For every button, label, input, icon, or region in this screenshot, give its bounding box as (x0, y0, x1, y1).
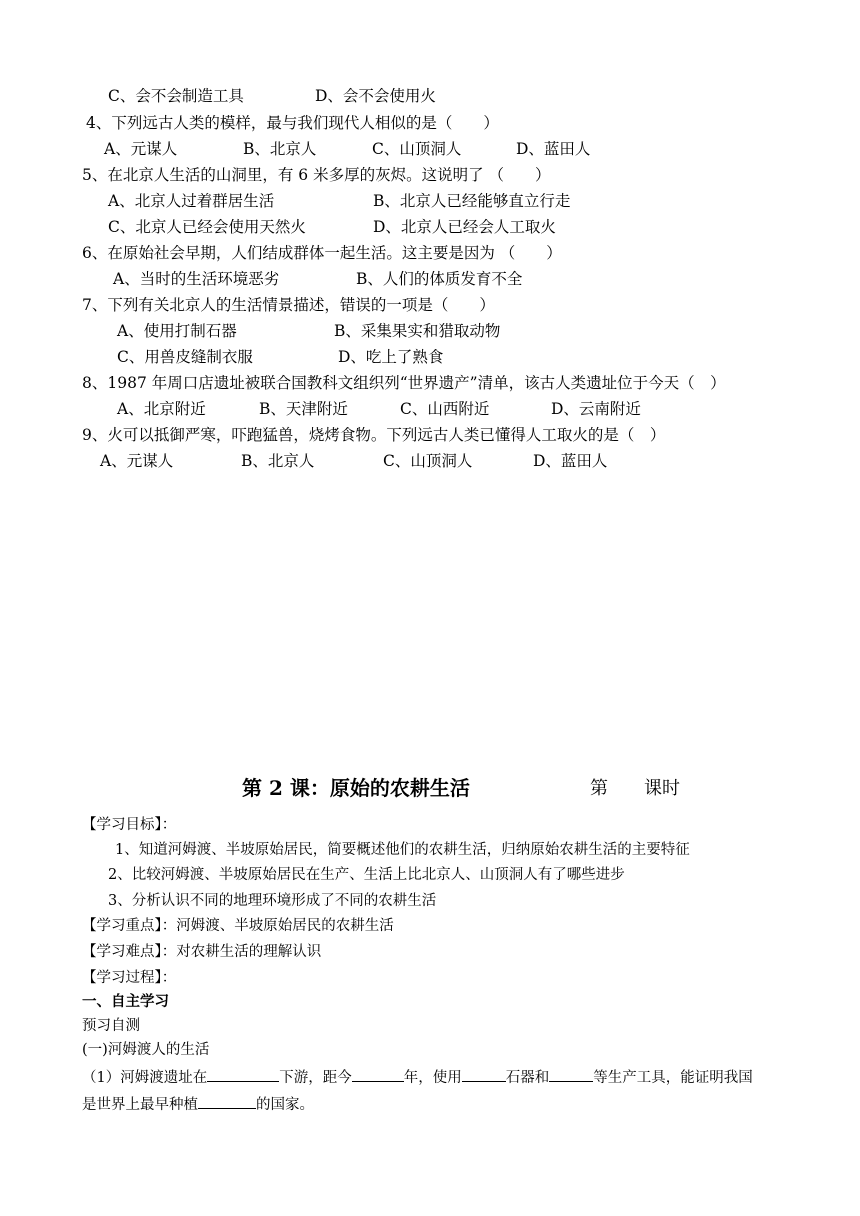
difficulty-text: 对农耕生活的理解认识 (176, 944, 322, 960)
q8-option-d: D、云南附近 (551, 400, 641, 418)
question-4: 4、下列远古人类的模样，最与我们现代人相似的是（ ） (86, 114, 499, 132)
q8-option-c: C、山西附近 (400, 400, 490, 418)
blank-stone-tool[interactable] (462, 1067, 506, 1082)
fill-text-2: 下游，距今 (279, 1070, 352, 1086)
difficulty-row (82, 942, 321, 962)
difficulty-label: 【学习难点】： (82, 944, 177, 960)
question-7: 7、下列有关北京人的生活情景描述，错误的一项是（ ） (82, 296, 495, 314)
fill-text-4: 石器和 (505, 1070, 550, 1086)
q6-option-a: A、当时的生活环境恶劣 (113, 270, 280, 288)
preview-label: 预习自测 (82, 1018, 140, 1034)
q9-option-d: D、蓝田人 (533, 452, 608, 470)
section-one-heading: 一、自主学习 (82, 993, 169, 1010)
q3-option-c: C、会不会制造工具 (108, 87, 244, 105)
key-point-row (82, 916, 394, 936)
question-8: 8、1987 年周口店遗址被联合国教科文组织列“世界遗产”清单，该古人类遗址位于今天（ ） (82, 374, 726, 392)
objective-1: 1、知道河姆渡、半坡原始居民，简要概述他们的农耕生活，归纳原始农耕生活的主要特征 (115, 842, 690, 858)
q4-option-a: A、元谋人 (104, 140, 178, 158)
q7-option-d: D、吃上了熟食 (338, 348, 444, 366)
q4-option-b: B、北京人 (243, 140, 317, 158)
fill-in-question-1 (82, 1067, 753, 1088)
question-6: 6、在原始社会早期，人们结成群体一起生活。这主要是因为 （ ） (82, 244, 562, 262)
fill-text-5: 等生产工具，能证明我国 (593, 1070, 753, 1086)
q5-option-b: B、北京人已经能够直立行走 (373, 192, 571, 210)
fill-text-1: （1）河姆渡遗址在 (82, 1070, 208, 1086)
blank-years[interactable] (352, 1067, 404, 1082)
objective-3: 3、分析认识不同的地理环境形成了不同的农耕生活 (108, 893, 437, 909)
lesson-title: 第 2 课：原始的农耕生活 (242, 776, 470, 800)
q6-option-b: B、人们的体质发育不全 (356, 270, 523, 288)
q4-option-d: D、蓝田人 (516, 140, 591, 158)
q7-option-a: A、使用打制石器 (117, 322, 237, 340)
fill-text-7: 的国家。 (256, 1097, 314, 1113)
fill-in-question-1-cont (82, 1094, 314, 1115)
key-point-text: 河姆渡、半坡原始居民的农耕生活 (176, 918, 394, 934)
q8-option-a: A、北京附近 (117, 400, 206, 418)
fill-text-6: 是世界上最早种植 (82, 1097, 198, 1113)
blank-river[interactable] (207, 1067, 279, 1082)
process-label: 【学习过程】： (82, 970, 177, 986)
blank-tools[interactable] (549, 1067, 593, 1082)
q7-option-b: B、采集果实和猎取动物 (334, 322, 501, 340)
blank-crop[interactable] (198, 1094, 256, 1109)
q9-option-b: B、北京人 (241, 452, 315, 470)
objective-2: 2、比较河姆渡、半坡原始居民在生产、生活上比北京人、山顶洞人有了哪些进步 (108, 867, 625, 883)
q5-option-d: D、北京人已经会人工取火 (373, 218, 556, 236)
q8-option-b: B、天津附近 (259, 400, 348, 418)
fill-text-3: 年，使用 (403, 1070, 462, 1086)
q4-option-c: C、山顶洞人 (372, 140, 462, 158)
q9-option-c: C、山顶洞人 (383, 452, 473, 470)
question-5: 5、在北京人生活的山洞里，有 6 米多厚的灰烬。这说明了 （ ） (82, 166, 551, 184)
question-9: 9、火可以抵御严寒，吓跑猛兽，烧烤食物。下列远古人类已懂得人工取火的是（ ） (82, 426, 666, 444)
q7-option-c: C、用兽皮缝制衣服 (117, 348, 253, 366)
subsection-hemudu: (一)河姆渡人的生活 (82, 1042, 210, 1058)
q3-option-d: D、会不会使用火 (315, 87, 436, 105)
q5-option-a: A、北京人过着群居生活 (108, 192, 275, 210)
q5-option-c: C、北京人已经会使用天然火 (108, 218, 306, 236)
objectives-label: 【学习目标】： (82, 817, 177, 833)
lesson-period: 第 课时 (590, 778, 680, 799)
q9-option-a: A、元谋人 (100, 452, 174, 470)
key-point-label: 【学习重点】： (82, 918, 177, 934)
